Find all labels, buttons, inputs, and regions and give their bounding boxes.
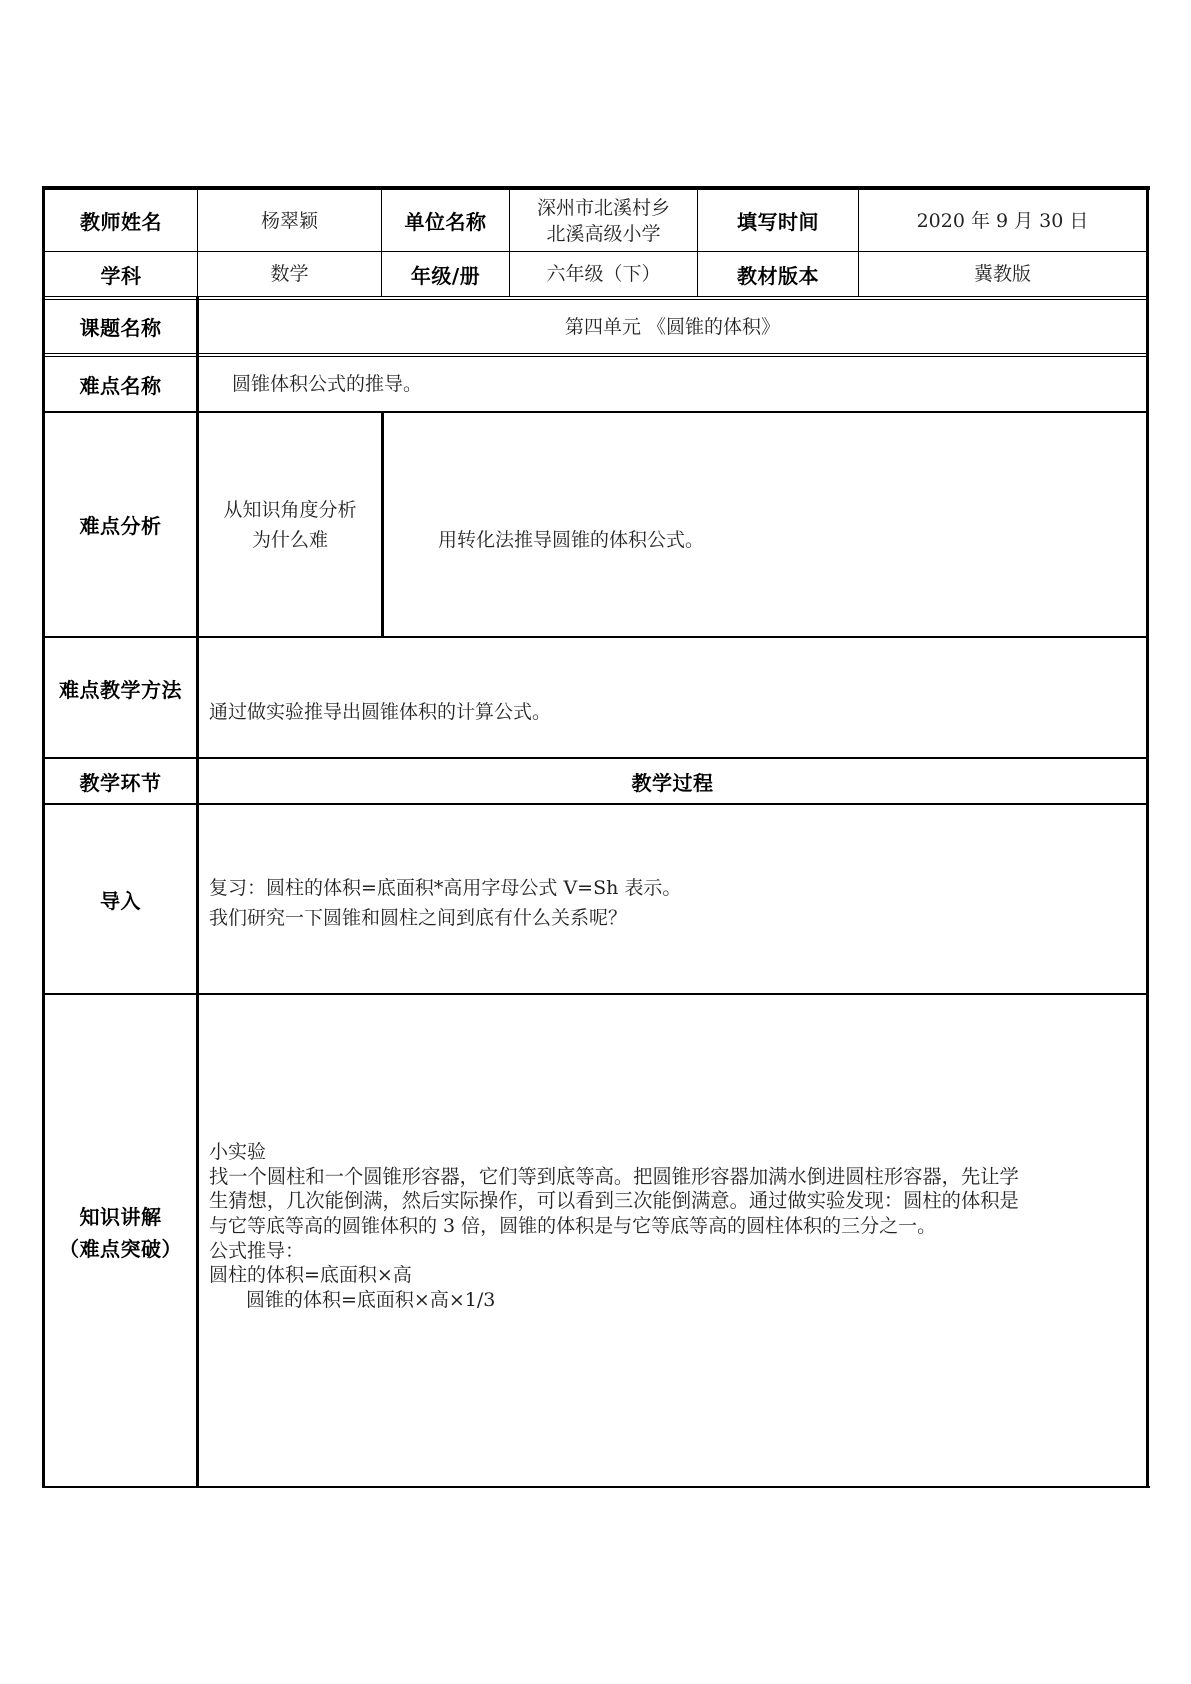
- table-border-right: [1146, 186, 1149, 1488]
- col-divider: [381, 412, 384, 637]
- analysis-value: 用转化法推导圆锥的体积公式。: [438, 528, 705, 551]
- topic-value: 第四单元 《圆锥的体积》: [564, 315, 781, 338]
- knowledge-line-4: 与它等底等高的圆锥体积的 3 倍，圆锥的体积是与它等底等高的圆柱体积的三分之一。: [209, 1215, 937, 1237]
- subject-value: 数学: [270, 263, 309, 285]
- intro-label: 导入: [100, 888, 141, 913]
- intro-line-1: 复习：圆柱的体积=底面积*高用字母公式 V=Sh 表示。: [209, 877, 682, 899]
- row-divider: [42, 353, 1148, 354]
- unit-name-value: [510, 190, 697, 251]
- analysis-label: 难点分析: [79, 514, 162, 538]
- fill-date-value: 2020 年 9 月 30 日: [916, 209, 1089, 232]
- knowledge-line-7: 圆锥的体积=底面积×高×1/3: [246, 1289, 496, 1311]
- edition-value: 冀教版: [973, 263, 1031, 285]
- teacher-name-value: 杨翠颖: [260, 209, 318, 232]
- intro-line-2: 我们研究一下圆锥和圆柱之间到底有什么关系呢？: [209, 907, 628, 929]
- knowledge-label-line1: 知识讲解: [79, 1205, 162, 1229]
- grade-value: 六年级（下）: [546, 263, 661, 285]
- analysis-sub-label-line2: 为什么难: [251, 528, 328, 551]
- knowledge-line-5: 公式推导：: [209, 1240, 305, 1262]
- row-divider: [42, 993, 1148, 995]
- knowledge-label-line2: （难点突破）: [59, 1237, 182, 1261]
- row-divider: [42, 803, 1148, 805]
- fill-date-label: 填写时间: [737, 210, 819, 234]
- grade-label: 年级/册: [410, 263, 481, 288]
- method-value: 通过做实验推导出圆锥体积的计算公式。: [209, 700, 552, 723]
- unit-name-label: 单位名称: [404, 210, 487, 234]
- teaching-process-header: 教学过程: [631, 770, 714, 795]
- table-border-bottom: [42, 1486, 1150, 1488]
- analysis-sub-label-line1: 从知识角度分析: [223, 498, 357, 521]
- knowledge-line-2: 找一个圆柱和一个圆锥形容器，它们等到底等高。把圆锥形容器加满水倒进圆柱形容器，先让学: [209, 1165, 1019, 1188]
- teaching-stage-header: 教学环节: [79, 770, 162, 795]
- method-label: 难点教学方法: [59, 678, 182, 702]
- topic-label: 课题名称: [79, 316, 162, 340]
- knowledge-line-6: 圆柱的体积=底面积×高: [209, 1264, 412, 1286]
- teacher-name-label: 教师姓名: [80, 210, 162, 234]
- edition-label: 教材版本: [737, 263, 819, 288]
- difficulty-value: 圆锥体积公式的推导。: [232, 373, 423, 395]
- knowledge-line-1: 小实验: [209, 1141, 267, 1163]
- subject-label: 学科: [100, 263, 142, 288]
- knowledge-line-3: 生猜想，几次能倒满，然后实际操作，可以看到三次能倒满意。通过做实验发现：圆柱的体积是: [209, 1189, 1019, 1212]
- unit-name-line2: 北溪高级小学: [546, 222, 661, 245]
- unit-name-line1: 深州市北溪村乡: [536, 196, 670, 219]
- difficulty-label: 难点名称: [79, 373, 162, 398]
- analysis-sub-label: [199, 413, 381, 636]
- knowledge-label: [45, 995, 196, 1486]
- row-divider: [42, 296, 1148, 297]
